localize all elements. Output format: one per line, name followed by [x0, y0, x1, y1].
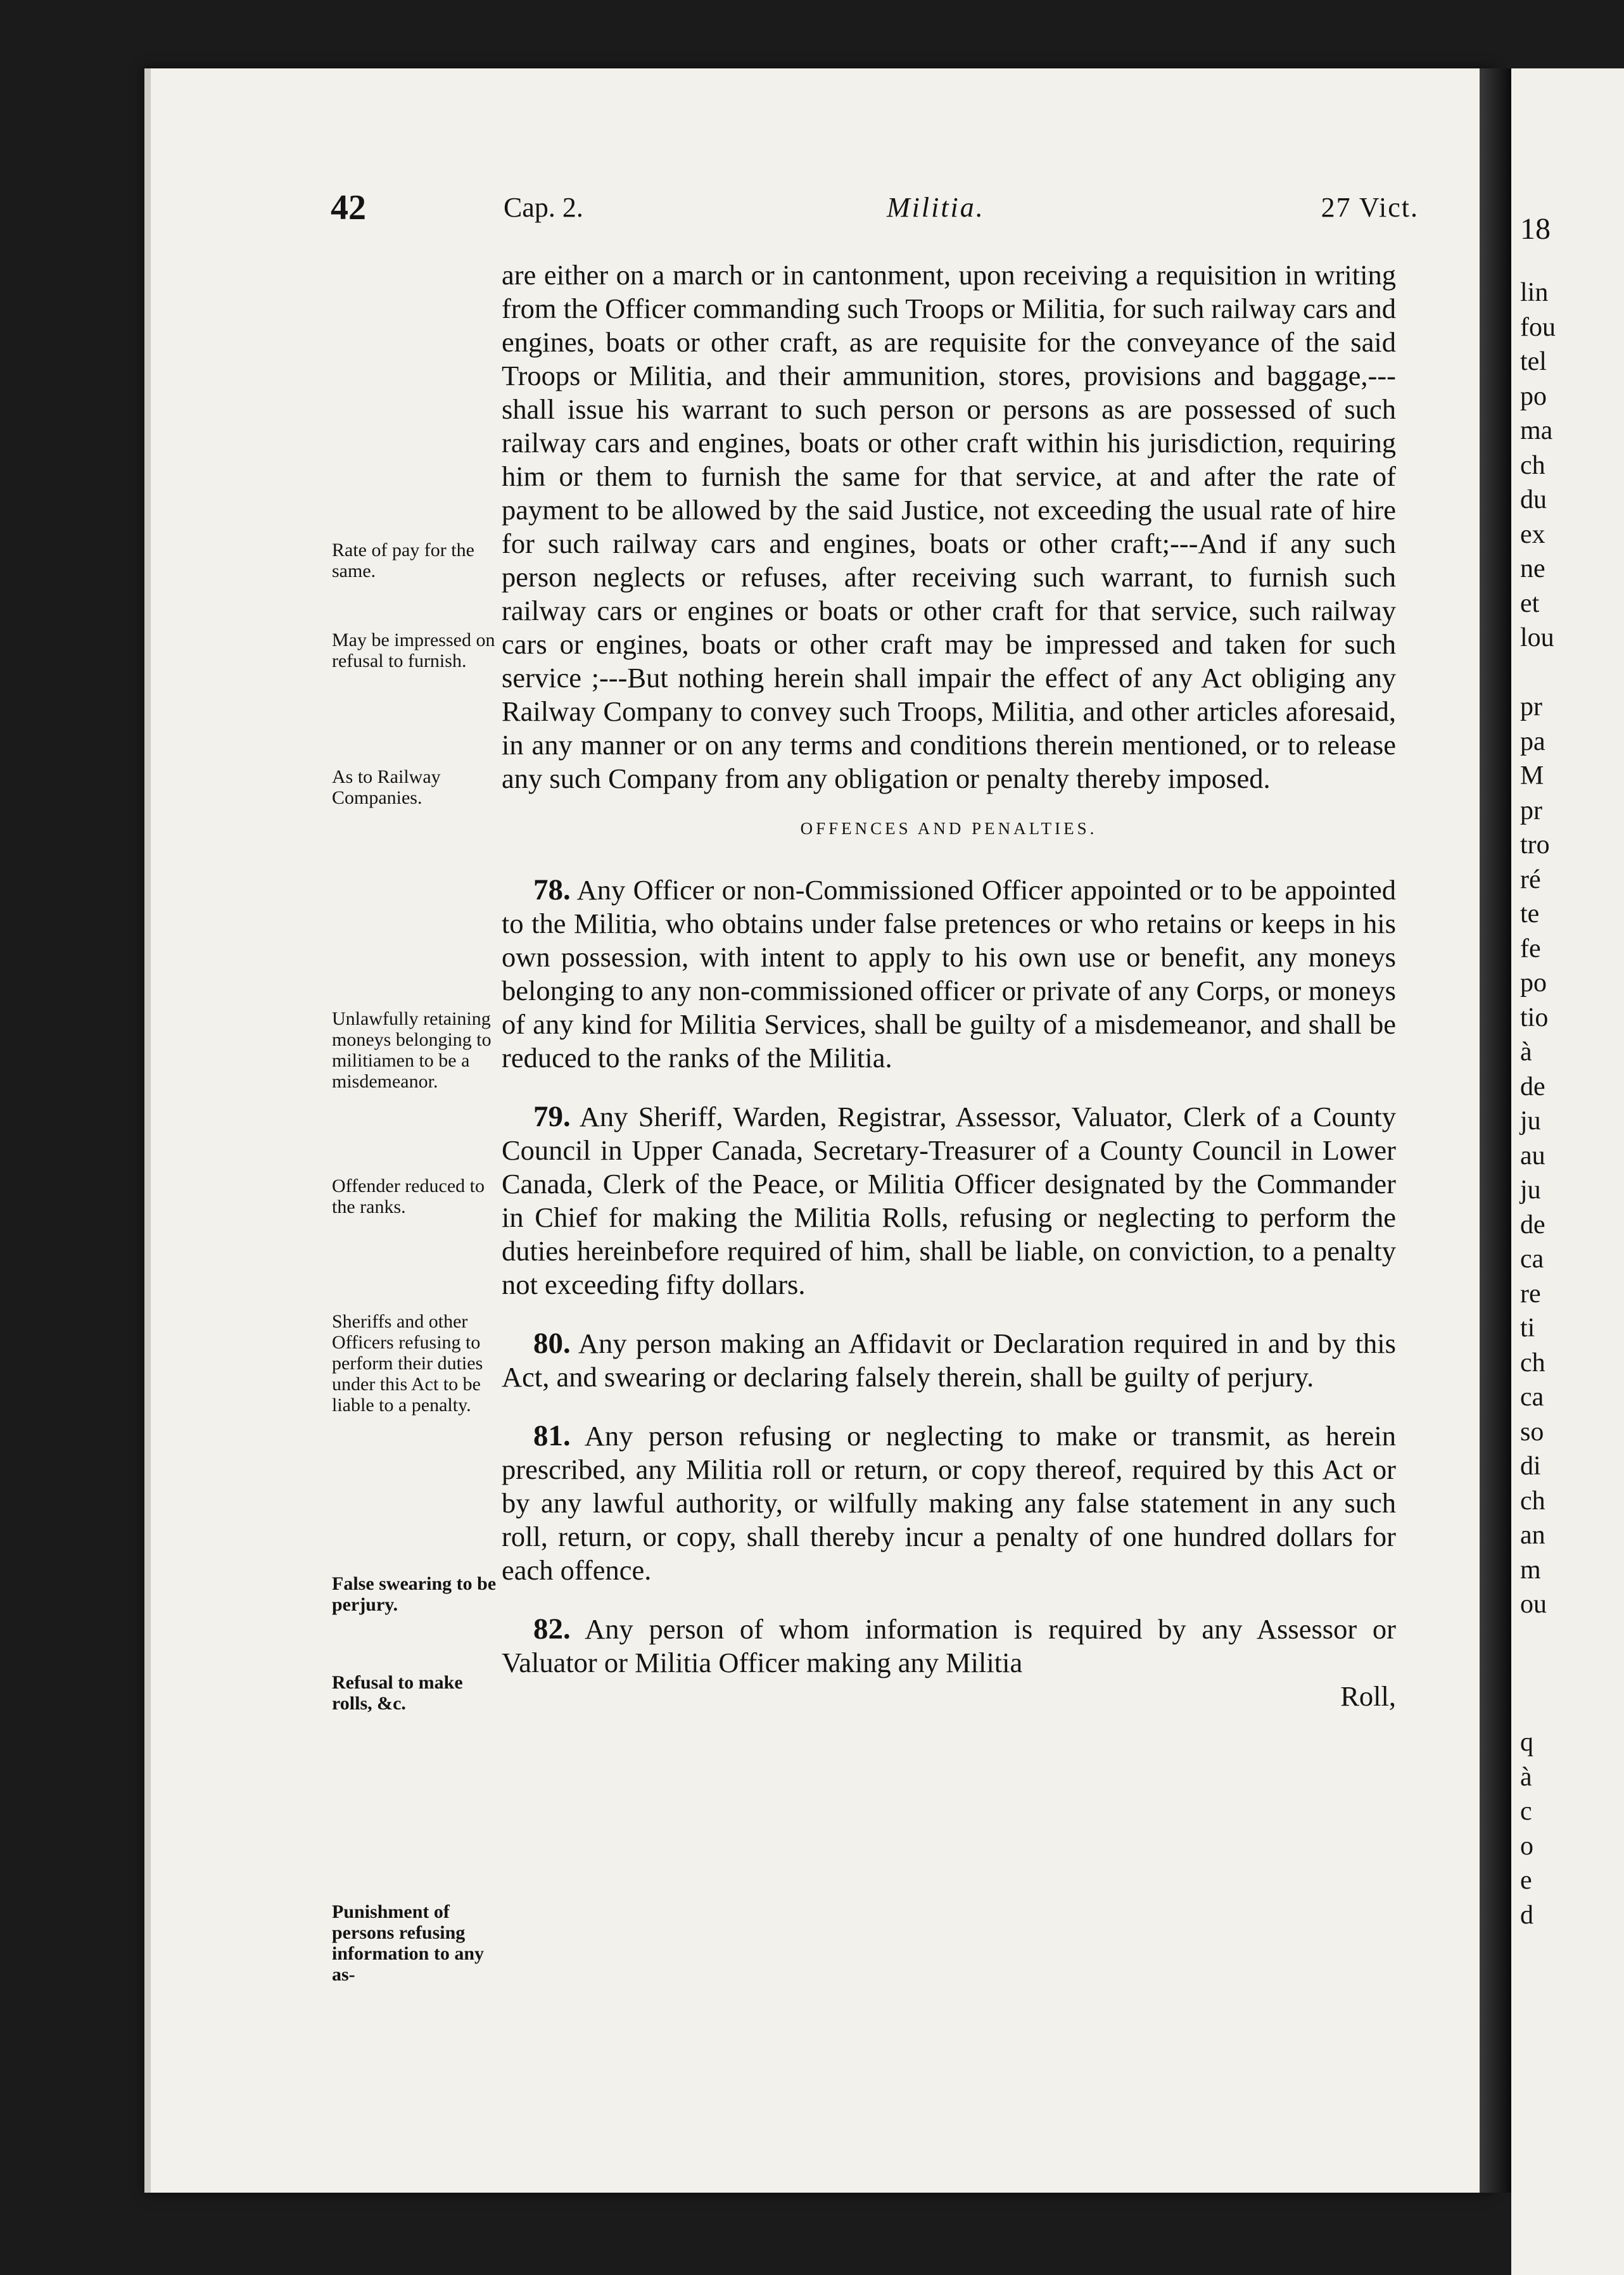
facing-page-fragment: tel: [1520, 347, 1547, 376]
page-header: [0, 187, 1624, 238]
facing-page-fragment: di: [1520, 1452, 1541, 1481]
facing-page-fragment: ti: [1520, 1314, 1535, 1343]
chapter-label: Cap. 2.: [504, 192, 583, 223]
section-number: 82.: [533, 1613, 571, 1645]
facing-page-fragment: ou: [1520, 1590, 1547, 1619]
margin-note-rate-of-pay: Rate of pay for the same.: [332, 540, 474, 581]
facing-page-fragment: po: [1520, 381, 1547, 411]
margin-note-offender-reduced: Offender reduced to the ranks.: [332, 1176, 485, 1217]
facing-page-fragment: tro: [1520, 830, 1550, 859]
section-number: 80.: [533, 1327, 571, 1360]
page-number: 42: [331, 188, 366, 227]
body-text: [502, 258, 1396, 1713]
facing-page-fragment: ca: [1520, 1245, 1544, 1274]
regnal-year: 27 Vict.: [1321, 192, 1419, 223]
facing-page-fragment: lou: [1520, 623, 1554, 652]
facing-page-fragment: ex: [1520, 519, 1545, 549]
facing-page-fragment: ca: [1520, 1383, 1544, 1412]
facing-page-fragment: pr: [1520, 795, 1542, 825]
section-82: [502, 1613, 1396, 1680]
catchword: Roll,: [1340, 1680, 1396, 1712]
facing-page-fragment: du: [1520, 485, 1547, 514]
facing-page-fragment: ju: [1520, 1106, 1541, 1136]
section-number: 78.: [533, 873, 571, 906]
facing-page-fragment: d: [1520, 1900, 1533, 1930]
section-text: Any person refusing or neglecting to make or transmit, as herein prescribed, any Militia roll or return, or copy thereof, required by this Act or by any lawful authority, or wilfully making any false statement in any such roll, return, or copy, shall thereby incur a penalty of one hundred dollars for each offence.: [502, 1420, 1397, 1586]
facing-page-fragment: à: [1520, 1762, 1532, 1792]
facing-page-folio: 18: [1520, 212, 1551, 246]
section-79: [502, 1100, 1396, 1302]
facing-page-fragment: re: [1520, 1279, 1541, 1309]
facing-page-fragment: de: [1520, 1210, 1545, 1239]
margin-note-refusal-rolls: Refusal to make rolls, &c.: [332, 1672, 463, 1714]
facing-page-fragment: m: [1520, 1555, 1541, 1585]
facing-page-fragment: c: [1520, 1797, 1532, 1826]
margin-note-sheriffs: Sheriffs and other Officers refusing to perform their duties under this Act to be liable to a penalty.: [332, 1311, 483, 1416]
facing-page-fragment: ju: [1520, 1176, 1541, 1205]
facing-page-fragment: po: [1520, 968, 1547, 998]
section-text: Any Officer or non-Commissioned Officer appointed or to be appointed to the Militia, who obtains under false pretences or who retains or keeps in his own possession, with intent to apply to his own use or benefit, any moneys belonging to any non-commissioned officer or private of any Corps, or moneys of any kind for Militia Services, shall be guilty of a misdemeanor, and shall be reduced to the ranks of the Militia.: [502, 874, 1396, 1074]
margin-note-retaining-moneys: Unlawfully retaining moneys belonging to militiamen to be a misdemeanor.: [332, 1008, 492, 1092]
facing-page-fragment: ch: [1520, 1348, 1545, 1378]
facing-page-fragment: q: [1520, 1728, 1533, 1757]
facing-page-edge: [1511, 68, 1624, 2275]
facing-page-fragment: so: [1520, 1417, 1544, 1447]
facing-page-fragment: e: [1520, 1866, 1532, 1895]
facing-page-fragment: pa: [1520, 726, 1545, 756]
facing-page-fragment: pr: [1520, 692, 1542, 721]
facing-page-fragment: tio: [1520, 1003, 1549, 1032]
margin-note-punishment: Punishment of persons refusing information to any as-: [332, 1901, 484, 1985]
section-number: 79.: [533, 1100, 571, 1133]
section-text: Any person making an Affidavit or Declaration required in and by this Act, and swearing or declaring falsely therein, shall be guilty of perjury.: [502, 1328, 1396, 1393]
facing-page-fragment: et: [1520, 588, 1540, 618]
facing-page-fragment: de: [1520, 1072, 1545, 1101]
section-number: 81.: [533, 1419, 571, 1452]
facing-page-fragment: ré: [1520, 865, 1541, 894]
margin-note-false-swearing: False swearing to be perjury.: [332, 1573, 497, 1615]
continuation-paragraph: are either on a march or in cantonment, upon receiving a requisition in writing from the Officer commanding such Troops or Militia, for such railway cars and engines, boats or other craft, as are requisite for the conveyance of the said Troops or Militia, and their ammunition, stores, provisions and baggage,---shall issue his warrant to such person or persons as are possessed of such railway cars and engines, boats or other craft within his jurisdiction, requiring him or them to furnish the same for that service, at and after the rate of payment to be allowed by the said Justice, not exceeding the usual rate of hire for such railway cars and engines, boats or other craft;---And if any such person neglects or refuses, after receiving such warrant, to furnish such railway cars or engines or boats or other craft for that service, such railway cars or engines, boats or other craft may be impressed and taken for such service ;---But nothing herein shall impair the effect of any Act obliging any Railway Company to convey such Troops, Militia, and other articles aforesaid, in any manner or on any terms and conditions therein mentioned, or to release any such Company from any obligation or penalty thereby imposed.: [502, 259, 1396, 794]
facing-page-fragment: o: [1520, 1831, 1533, 1861]
section-78: [502, 873, 1396, 1075]
section-80: [502, 1327, 1396, 1394]
facing-page-fragment: lin: [1520, 278, 1549, 307]
margin-note-railway-companies: As to Railway Companies.: [332, 766, 441, 808]
facing-page-fragment: te: [1520, 899, 1540, 928]
section-text: Any Sheriff, Warden, Registrar, Assessor, Valuator, Clerk of a County Council in Upper Canada, Secretary-Treasurer of a County Council in Lower Canada, Clerk of the Peace, or Militia Officer designated by the Commander in Chief for making the Militia Rolls, refusing or neglecting to perform the duties hereinbefore required of him, shall be liable, on conviction, to a penalty not exceeding fifty dollars.: [502, 1101, 1397, 1300]
running-title: Militia.: [887, 192, 985, 223]
page-gutter: [1480, 68, 1511, 2193]
section-81: [502, 1419, 1396, 1587]
facing-page-fragment: ne: [1520, 554, 1545, 583]
facing-page-fragment: au: [1520, 1141, 1545, 1170]
section-heading: OFFENCES AND PENALTIES.: [800, 819, 1098, 838]
facing-page-fragment: ch: [1520, 450, 1545, 480]
facing-page-fragment: an: [1520, 1521, 1545, 1550]
facing-page-fragment: ch: [1520, 1486, 1545, 1516]
facing-page-fragment: à: [1520, 1037, 1532, 1067]
facing-page-fragment: fe: [1520, 934, 1541, 963]
facing-page-fragment: ma: [1520, 416, 1553, 445]
margin-note-impressed: May be impressed on refusal to furnish.: [332, 630, 495, 671]
facing-page-fragment: fou: [1520, 312, 1556, 342]
facing-page-fragment: M: [1520, 761, 1544, 790]
section-text: Any person of whom information is required by any Assessor or Valuator or Militia Officer making any Militia: [502, 1613, 1397, 1678]
